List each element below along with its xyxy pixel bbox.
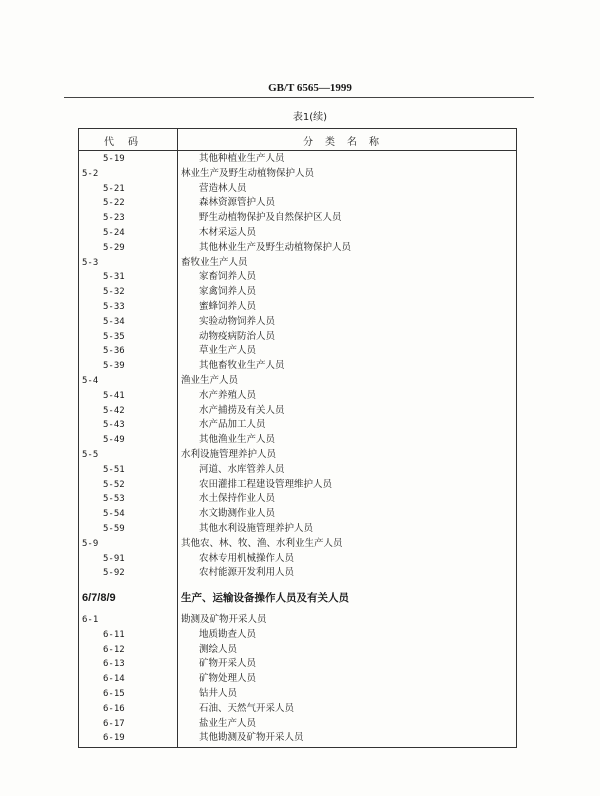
row-name: 家畜饲养人员 (199, 271, 257, 283)
row-code: 5-33 (103, 302, 125, 312)
table-row (79, 226, 516, 240)
row-code: 5-41 (103, 390, 125, 401)
row-code: 5-4 (82, 376, 99, 386)
row-code: 5-42 (103, 405, 125, 416)
table-row (79, 672, 516, 686)
table-row (79, 256, 516, 270)
row-name: 水产品加工人员 (199, 419, 266, 431)
table-row (79, 717, 516, 731)
table-row (79, 478, 516, 492)
row-code: 5-36 (103, 346, 125, 357)
row-code: 5-23 (103, 213, 125, 224)
row-code: 5-21 (103, 183, 125, 194)
table-row (79, 300, 516, 314)
table-row (79, 463, 516, 477)
table-row (79, 182, 516, 196)
row-code: 6-12 (103, 644, 125, 655)
row-name: 勘测及矿物开采人员 (181, 614, 267, 625)
row-name: 森林资源管护人员 (199, 197, 276, 209)
row-name: 生产、运输设备操作人员及有关人员 (181, 592, 349, 605)
row-name: 其他水利设施管理养护人员 (199, 523, 314, 534)
row-name: 钻井人员 (199, 688, 238, 699)
row-code: 5-3 (82, 257, 99, 268)
table-row (79, 241, 516, 255)
row-code: 6-14 (103, 674, 125, 685)
row-code: 5-31 (103, 272, 125, 283)
table-row (79, 152, 516, 166)
row-name: 农村能源开发利用人员 (199, 567, 295, 579)
row-name: 水产养殖人员 (199, 389, 257, 401)
table-row (79, 359, 516, 373)
row-name: 畜牧业生产人员 (181, 256, 248, 268)
row-name: 木材采运人员 (199, 227, 257, 238)
row-code: 5-2 (82, 168, 99, 179)
row-name: 河道、水库管养人员 (199, 463, 285, 475)
classification-table (78, 128, 517, 748)
row-code: 5-91 (103, 553, 125, 564)
table-row (79, 389, 516, 403)
row-code: 6-19 (103, 733, 125, 744)
row-name: 矿物开采人员 (199, 658, 257, 670)
row-code: 5-29 (103, 242, 125, 253)
row-code: 5-24 (103, 228, 125, 238)
row-name: 地质勘查人员 (199, 628, 257, 640)
row-code: 5-49 (103, 435, 125, 446)
row-code: 5-92 (103, 568, 125, 579)
table-row (79, 613, 516, 627)
row-code: 5-19 (103, 154, 125, 164)
table-row (79, 687, 516, 701)
row-name: 水利设施管理养护人员 (181, 449, 277, 460)
row-code: 5-51 (103, 464, 125, 475)
row-code: 6-16 (103, 703, 125, 714)
row-name: 石油、天然气开采人员 (199, 702, 295, 714)
table-header (79, 129, 516, 151)
row-code: 5-52 (103, 479, 125, 490)
table-row (79, 628, 516, 642)
row-name: 水土保持作业人员 (199, 493, 276, 505)
row-code: 5-54 (103, 509, 125, 520)
table-row (79, 591, 516, 605)
table-row (79, 167, 516, 181)
row-name: 其他勘测及矿物开采人员 (199, 732, 304, 744)
table-row (79, 448, 516, 462)
row-name: 其他渔业生产人员 (199, 434, 276, 446)
table-row (79, 433, 516, 447)
row-name: 野生动植物保护及自然保护区人员 (199, 212, 342, 224)
row-code: 5-53 (103, 494, 125, 505)
row-code: 5-9 (82, 538, 99, 549)
table-row (79, 566, 516, 580)
row-code: 5-35 (103, 331, 125, 342)
table-row (79, 270, 516, 284)
row-code: 6-13 (103, 659, 125, 670)
row-code: 6-1 (82, 615, 99, 625)
table-row (79, 522, 516, 536)
row-name: 水产捕捞及有关人员 (199, 404, 285, 416)
row-name: 测绘人员 (199, 643, 238, 655)
row-name: 其他畜牧业生产人员 (199, 360, 285, 372)
row-code: 5-39 (103, 361, 125, 372)
row-name: 盐业生产人员 (199, 717, 257, 729)
row-name: 草业生产人员 (199, 345, 257, 357)
table-caption: 表1(续) (292, 112, 328, 123)
row-name: 其他林业生产及野生动植物保护人员 (199, 241, 352, 253)
standard-number: GB/T 6565—1999 (268, 82, 352, 94)
row-name: 农林专用机械操作人员 (199, 552, 295, 564)
table-row (79, 492, 516, 506)
table-row (79, 211, 516, 225)
row-name: 渔业生产人员 (181, 375, 239, 386)
table-row (79, 702, 516, 716)
row-code: 5-22 (103, 198, 125, 209)
table-row (79, 537, 516, 551)
row-code: 5-43 (103, 420, 125, 431)
table-row (79, 552, 516, 566)
row-code: 5-34 (103, 316, 125, 327)
column-header-name: 分类名称 (303, 137, 391, 148)
table-row (79, 731, 516, 745)
row-name: 营造林人员 (199, 182, 247, 194)
row-code: 5-5 (82, 450, 99, 460)
row-name: 矿物处理人员 (199, 673, 257, 685)
table-row (79, 315, 516, 329)
row-name: 其他农、林、牧、渔、水利业生产人员 (181, 537, 343, 549)
row-code: 6-15 (103, 689, 125, 699)
row-name: 蜜蜂饲养人员 (199, 301, 257, 312)
row-code: 5-59 (103, 524, 125, 534)
table-row (79, 657, 516, 671)
row-name: 实验动物饲养人员 (199, 315, 276, 327)
row-name: 动物疫病防治人员 (199, 330, 276, 342)
table-row (79, 285, 516, 299)
row-name: 水文勘测作业人员 (199, 508, 276, 520)
table-row (79, 507, 516, 521)
header-rule (64, 97, 534, 98)
table-row (79, 418, 516, 432)
row-name: 家禽饲养人员 (199, 286, 257, 298)
table-row (79, 404, 516, 418)
row-name: 林业生产及野生动植物保护人员 (181, 167, 315, 179)
table-row (79, 374, 516, 388)
column-header-code: 代码 (104, 137, 152, 148)
row-code: 6/7/8/9 (82, 592, 116, 605)
row-code: 6-11 (103, 629, 125, 640)
table-row (79, 344, 516, 358)
row-name: 其他种植业生产人员 (199, 153, 285, 164)
row-code: 5-32 (103, 287, 125, 298)
table-row (79, 330, 516, 344)
row-name: 农田灌排工程建设管理维护人员 (199, 478, 333, 490)
row-code: 6-17 (103, 718, 125, 729)
table-row (79, 196, 516, 210)
table-row (79, 643, 516, 657)
